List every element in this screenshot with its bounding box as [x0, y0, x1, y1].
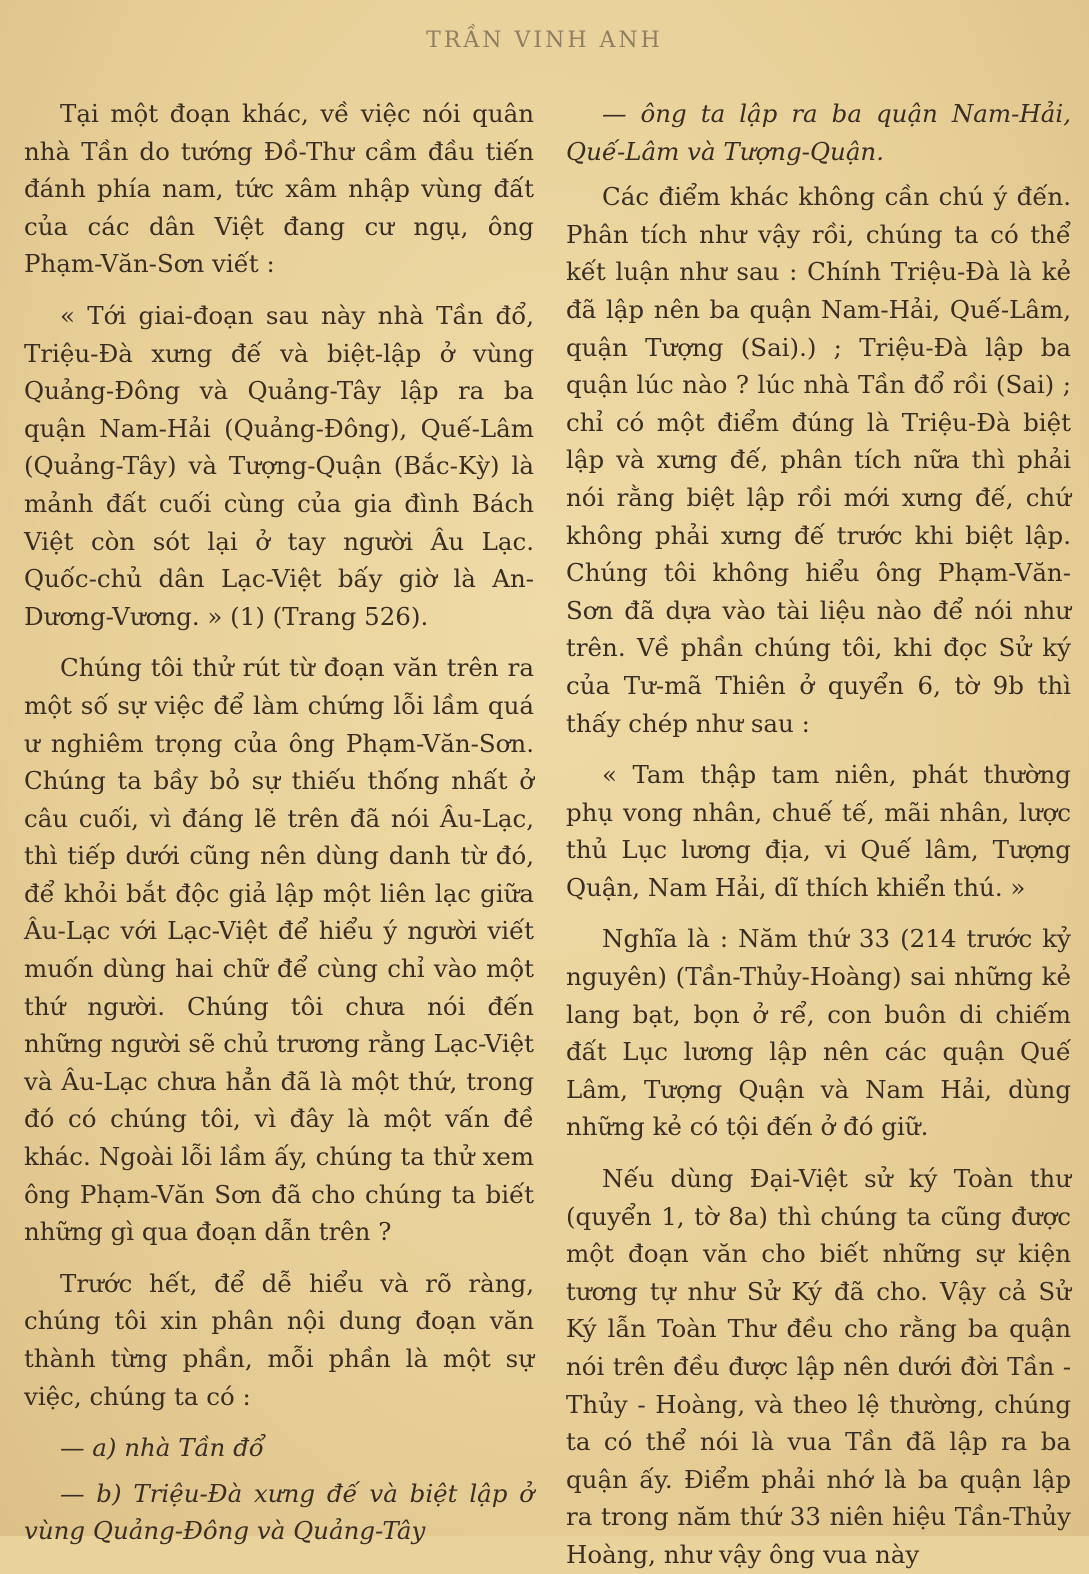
paragraph: Chúng tôi thử rút từ đoạn văn trên ra một số sự việc để làm chứng lỗi lầm quá ư nghiêm trọng của ông Phạm-Văn-Sơn. Chúng ta bầy bỏ sự thiếu thống nhất ở câu cuối, vì đáng lẽ trên đã nói Âu-Lạc, thì tiếp dưới cũng nên dùng danh từ đó, để khỏi bắt độc giả lập một liên lạc giữa Âu-Lạc với Lạc-Việt để hiểu ý người viết muốn dùng hai chữ để cùng chỉ vào một thứ người. Chúng tôi chưa nói đến những người sẽ chủ trương rằng Lạc-Việt và Âu-Lạc chưa hẳn đã là một thứ, trong đó có chúng tôi, vì đây là một vấn đề khác. Ngoài lỗi lầm ấy, chúng ta thử xem ông Phạm-Văn Sơn đã cho chúng ta biết những gì qua đoạn dẫn trên ? — [24, 653, 534, 1247]
list-item: — b) Triệu-Đà xưng đế và biệt lập ở vùng Quảng-Đông và Quảng-Tây — [24, 1478, 534, 1546]
left-column — [24, 95, 534, 1546]
paragraph: Các điểm khác không cần chú ý đến. Phân tích như vậy rồi, chúng ta có thể kết luận như sau : Chính Triệu-Đà là kẻ đã lập nên ba quận Nam-Hải, Quế-Lâm, quận Tượng (Sai).) ; Triệu-Đà lập ba quận lúc nào ? lúc nhà Tần đổ rồi (Sai) ; chỉ có một điểm đúng là Triệu-Đà biệt lập và xưng đế, phân tích nữa thì phải nói rằng biệt lập rồi mới xưng đế, chứ không phải xưng đế trước khi biệt lập. Chúng tôi không hiểu ông Phạm-Văn-Sơn đã dựa vào tài liệu nào để nói như trên. Về phần chúng tôi, khi đọc Sử ký của Tư-mã Thiên ở quyển 6, tờ 9b thì thấy chép như sau : — [566, 182, 1071, 738]
list-item: — a) nhà Tần đổ — [60, 1433, 264, 1463]
paragraph: Trước hết, để dễ hiểu và rõ ràng, chúng tôi xin phân nội dung đoạn văn thành từng phần, mỗi phần là một sự việc, chúng ta có : — [24, 1268, 534, 1411]
paragraph: Nghĩa là : Năm thứ 33 (214 trước kỷ nguyên) (Tần-Thủy-Hoàng) sai những kẻ lang bạt, bọn ở rể, con buôn di chiếm đất Lục lương lập nên các quận Quế Lâm, Tượng Quận và Nam Hải, dùng những kẻ có tội đến ở đó giữ. — [566, 924, 1071, 1142]
running-head: TRẦN VINH ANH — [426, 28, 663, 53]
quoted-passage: « Tam thập tam niên, phát thường phụ vong nhân, chuế tế, mãi nhân, lược thủ Lục lương địa, vi Quế lâm, Tượng Quận, Nam Hải, dĩ thích khiển thú. » — [566, 760, 1071, 902]
paragraph: Tại một đoạn khác, về việc nói quân nhà Tần do tướng Đồ-Thư cầm đầu tiến đánh phía nam, tức xâm nhập vùng đất của các dân Việt đang cư ngụ, ông Phạm-Văn-Sơn viết : — [24, 99, 534, 279]
list-item: — ông ta lập ra ba quận Nam-Hải, Quế-Lâm và Tượng-Quận. — [566, 99, 1071, 166]
right-column — [566, 95, 1071, 1569]
quoted-passage: « Tới giai-đoạn sau này nhà Tần đổ, Triệu-Đà xưng đế và biệt-lập ở vùng Quảng-Đông và Quảng-Tây lập ra ba quận Nam-Hải (Quảng-Đông), Quế-Lâm (Quảng-Tây) và Tượng-Quận (Bắc-Kỳ) là mảnh đất cuối cùng của gia đình Bách Việt còn sót lại ở tay người Âu Lạc. Quốc-chủ dân Lạc-Việt bấy giờ là An-Dương-Vương. » (1) (Trang 526). — [24, 300, 534, 631]
paragraph: Nếu dùng Đại-Việt sử ký Toàn thư (quyển 1, tờ 8a) thì chúng ta cũng được một đoạn văn cho biết những sự kiện tương tự như Sử Ký đã cho. Vậy cả Sử Ký lẫn Toàn Thư đều cho rằng ba quận nói trên đều được lập nên dưới đời Tần - Thủy - Hoàng, và theo lệ thường, chúng ta có thể nói là vua Tần đã lập ra ba quận ấy. Điểm phải nhớ là ba quận lập ra trong năm thứ 33 niên hiệu Tần-Thủy Hoàng, như vậy ông vua này — [566, 1164, 1071, 1569]
